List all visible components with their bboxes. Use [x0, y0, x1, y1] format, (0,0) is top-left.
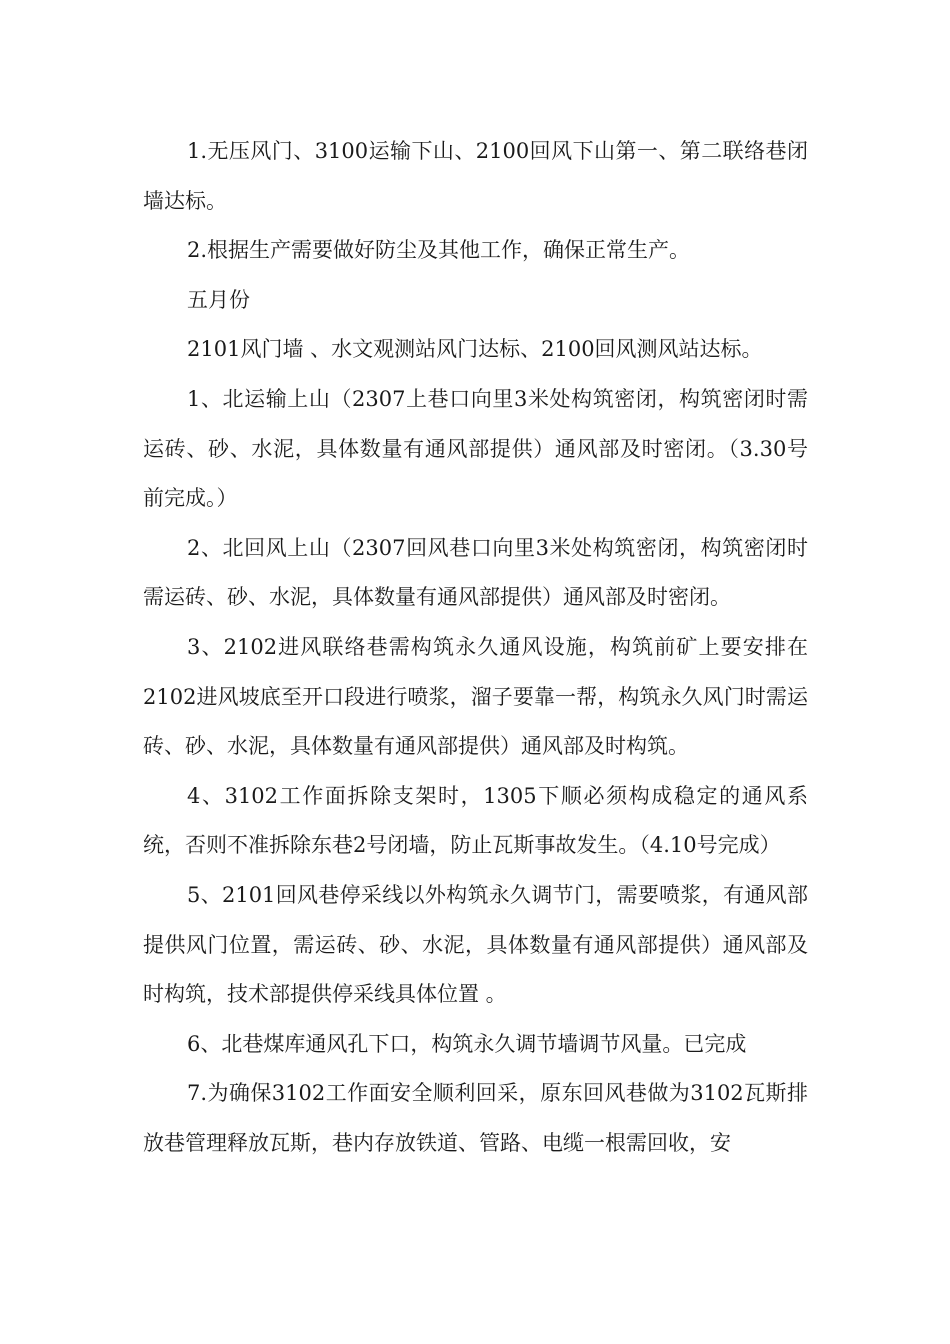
paragraph: 1、北运输上山（2307上巷口向里3米处构筑密闭，构筑密闭时需运砖、砂、水泥，具体数量有通风部提供）通风部及时密闭。（3.30号前完成。） — [143, 386, 808, 511]
paragraph: 3、2102进风联络巷需构筑永久通风设施，构筑前矿上要安排在2102进风坡底至开口段进行喷浆，溜子要靠一帮，构筑永久风门时需运砖、砂、水泥，具体数量有通风部提供）通风部及时构筑。 — [143, 634, 808, 759]
paragraph: 4、3102工作面拆除支架时，1305下顺必须构成稳定的通风系统，否则不准拆除东巷2号闭墙，防止瓦斯事故发生。（4.10号完成） — [143, 783, 808, 858]
paragraph: 6、北巷煤库通风孔下口，构筑永久调节墙调节风量。已完成 — [187, 1031, 747, 1056]
paragraph: 2、北回风上山（2307回风巷口向里3米处构筑密闭，构筑密闭时需运砖、砂、水泥，具体数量有通风部提供）通风部及时密闭。 — [143, 535, 808, 610]
paragraph: 5、2101回风巷停采线以外构筑永久调节门，需要喷浆，有通风部提供风门位置，需运砖、砂、水泥，具体数量有通风部提供）通风部及时构筑，技术部提供停采线具体位置 。 — [143, 882, 808, 1007]
paragraph: 2.根据生产需要做好防尘及其他工作，确保正常生产。 — [187, 238, 691, 263]
section-heading: 五月份 — [187, 287, 250, 312]
document-body — [143, 127, 808, 1168]
paragraph: 1.无压风门、3100运输下山、2100回风下山第一、第二联络巷闭墙达标。 — [143, 139, 808, 213]
paragraph: 2101风门墙 、水文观测站风门达标、2100回风测风站达标。 — [187, 337, 763, 362]
paragraph: 7.为确保3102工作面安全顺利回采，原东回风巷做为3102瓦斯排放巷管理释放瓦斯，巷内存放铁道、管路、电缆一根需回收，安 — [143, 1081, 808, 1155]
